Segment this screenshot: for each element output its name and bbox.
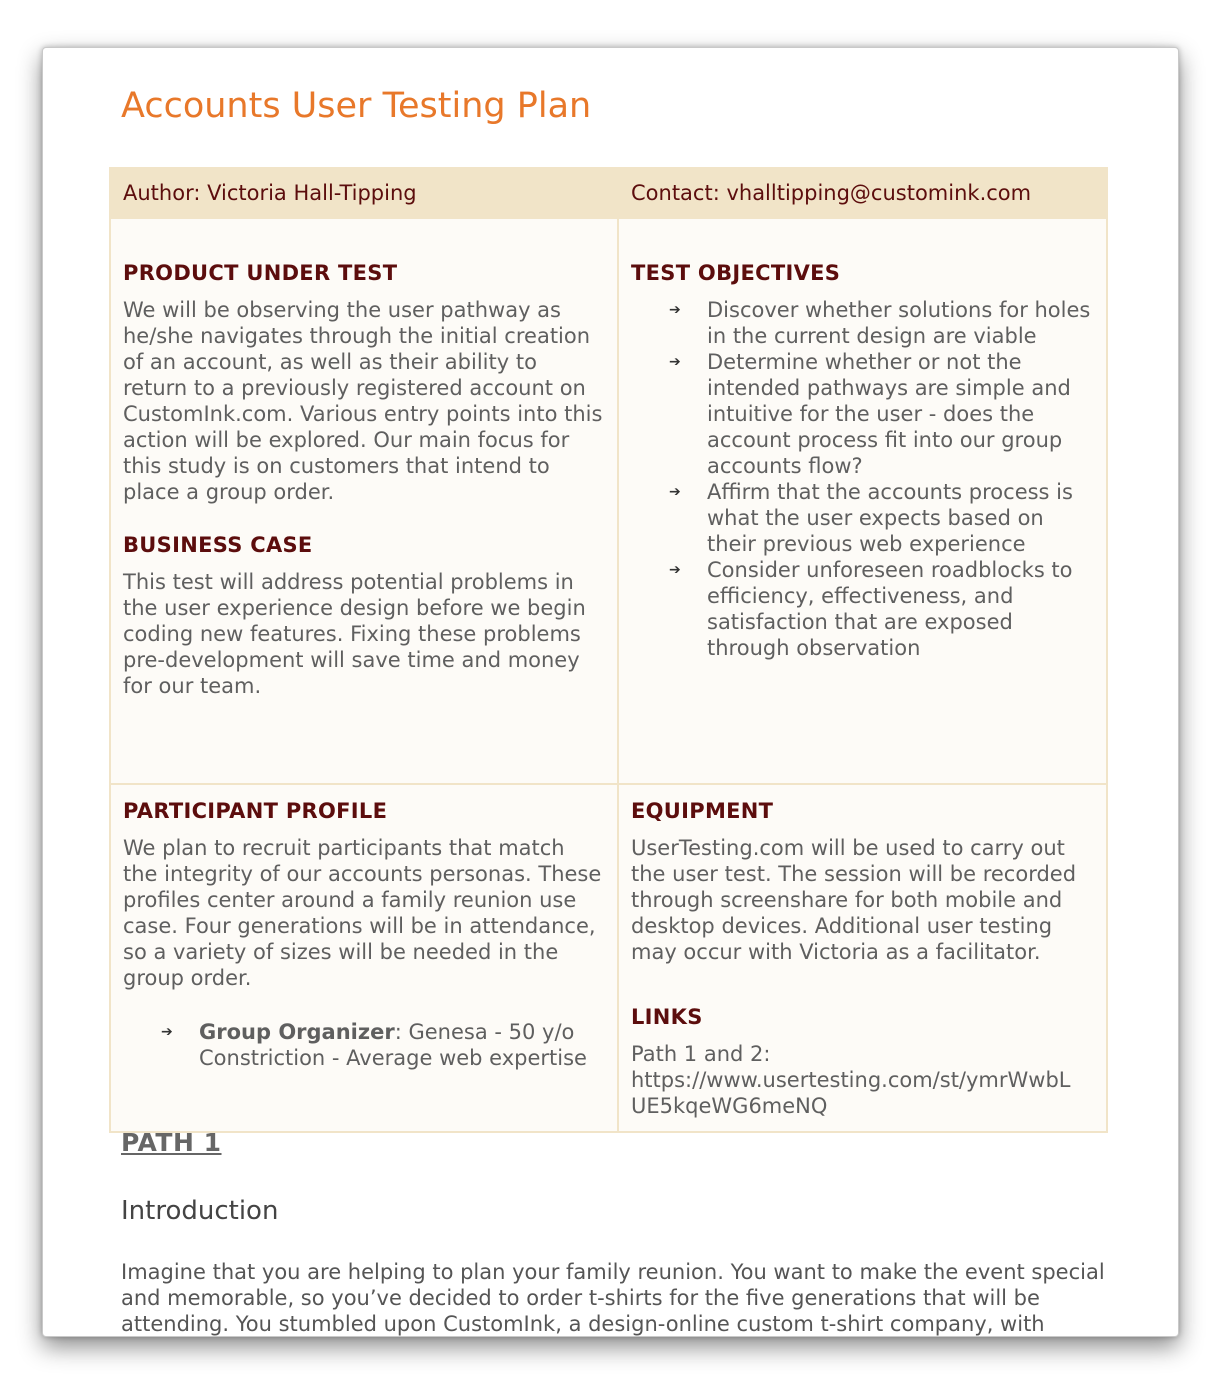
arrow-right-icon: ➔ xyxy=(161,1024,173,1040)
links-url-line1[interactable]: https://www.usertesting.com/st/ymrWwbL xyxy=(631,1068,1071,1092)
organizer-list xyxy=(123,1019,605,1071)
list-item xyxy=(161,1019,605,1071)
document-page xyxy=(42,47,1179,1337)
list-item: ➔ Consider unforeseen roadblocks to efficiency, effectiveness, and satisfaction that are exposed through observation xyxy=(669,558,1073,660)
path1-title: PATH 1 xyxy=(121,1128,222,1157)
participant-cell xyxy=(110,784,618,1132)
links-heading: LINKS xyxy=(631,1005,703,1029)
product-under-test-text: We will be observing the user pathway as he/she navigates through the initial creation of an account, as well as their ability to return to a previously registered account on CustomInk.com. Various entry points into this action will be explored. Our main focus for this study is on customers that intend to place a group order. xyxy=(123,298,603,504)
test-objectives-heading: TEST OBJECTIVES xyxy=(631,261,841,285)
objectives-cell xyxy=(618,218,1107,784)
product-under-test-heading: PRODUCT UNDER TEST xyxy=(123,261,398,285)
equipment-heading: EQUIPMENT xyxy=(631,799,774,823)
plan-table xyxy=(109,167,1108,1133)
list-item: ➔ Affirm that the accounts process is what the user expects based on their previous web experience xyxy=(669,480,1073,556)
objectives-list xyxy=(631,297,1094,661)
introduction-heading: Introduction xyxy=(121,1196,279,1226)
introduction-text: Imagine that you are helping to plan your family reunion. You want to make the event special and memorable, so you’ve decided to order t-shirts for the five generations that will be attending. You stumbled upon CustomInk, a design-online custom t-shirt company, with xyxy=(121,1260,1105,1336)
equipment-cell xyxy=(618,784,1107,1132)
list-item: ➔ Determine whether or not the intended pathways are simple and intuitive for the user - does the account process fit into our group accounts flow? xyxy=(669,350,1071,478)
business-case-text: This test will address potential problems in the user experience design before we begin coding new features. Fixing these problems pre-development will save time and money for our team. xyxy=(123,570,586,698)
author-cell: Author: Victoria Hall-Tipping xyxy=(110,168,618,218)
document-title: Accounts User Testing Plan xyxy=(121,86,592,126)
organizer-label: Group Organizer xyxy=(199,1020,395,1044)
arrow-right-icon: ➔ xyxy=(669,354,681,370)
participant-profile-text: We plan to recruit participants that match the integrity of our accounts personas. These profiles center around a family reunion use case. Four generations will be in attendance, so a variety of sizes will be needed in the group order. xyxy=(123,836,602,990)
arrow-right-icon: ➔ xyxy=(669,484,681,500)
list-item: ➔ Discover whether solutions for holes in the current design are viable xyxy=(669,298,1091,348)
header-row xyxy=(110,168,1107,218)
contact-cell: Contact: vhalltipping@customink.com xyxy=(618,168,1107,218)
row-product-objectives xyxy=(110,218,1107,784)
arrow-right-icon: ➔ xyxy=(669,302,681,318)
links-url-line2[interactable]: UE5kqeWG6meNQ xyxy=(631,1094,828,1118)
product-cell xyxy=(110,218,618,784)
participant-profile-heading: PARTICIPANT PROFILE xyxy=(123,799,388,823)
organizer-text: : Genesa - 50 y/o Constriction - Average web expertise xyxy=(199,1020,587,1070)
business-case-heading: BUSINESS CASE xyxy=(123,533,313,557)
row-participant-equipment xyxy=(110,784,1107,1132)
arrow-right-icon: ➔ xyxy=(669,562,681,578)
links-label: Path 1 and 2: xyxy=(631,1042,771,1066)
equipment-text: UserTesting.com will be used to carry out the user test. The session will be recorded through screenshare for both mobile and desktop devices. Additional user testing may occur with Victoria as a facilitator. xyxy=(631,836,1077,964)
